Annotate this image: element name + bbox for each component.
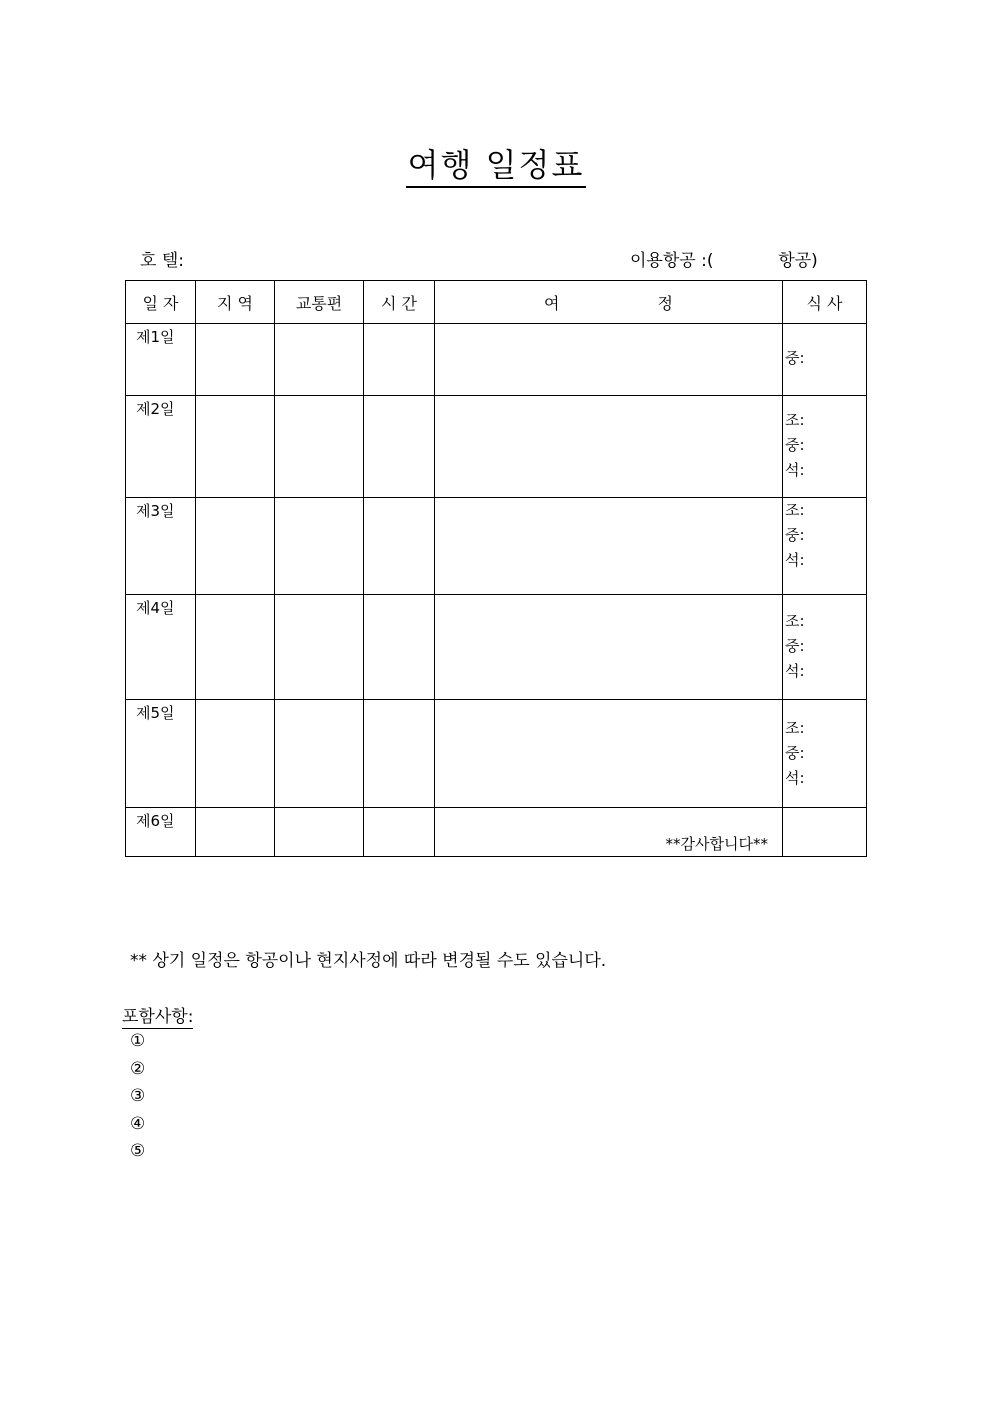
date-cell bbox=[126, 595, 196, 700]
header-transport: 교통편 bbox=[275, 281, 364, 324]
meal-dinner: 석: bbox=[785, 769, 805, 787]
day-label: 제3일 bbox=[136, 502, 175, 520]
meal-breakfast: 조: bbox=[785, 501, 805, 519]
region-cell bbox=[196, 700, 275, 808]
page-title bbox=[0, 140, 992, 186]
inclusion-item: ① bbox=[130, 1031, 146, 1051]
date-cell bbox=[126, 324, 196, 396]
meal-breakfast: 조: bbox=[785, 612, 805, 630]
time-cell bbox=[364, 808, 435, 857]
day-label: 제6일 bbox=[136, 812, 175, 830]
time-cell bbox=[364, 396, 435, 498]
transport-cell bbox=[275, 700, 364, 808]
schedule-table bbox=[125, 280, 867, 857]
header-meals: 식 사 bbox=[783, 281, 867, 324]
day-row bbox=[126, 324, 867, 396]
meal-lunch: 중: bbox=[785, 436, 805, 454]
day-label: 제2일 bbox=[136, 400, 175, 418]
meal-breakfast: 조: bbox=[785, 411, 805, 429]
region-cell bbox=[196, 595, 275, 700]
transport-cell bbox=[275, 396, 364, 498]
header-itinerary-a: 여 bbox=[544, 293, 560, 313]
date-cell bbox=[126, 396, 196, 498]
header-date: 일 자 bbox=[126, 281, 196, 324]
day-row bbox=[126, 396, 867, 498]
meals-cell bbox=[783, 700, 867, 808]
inclusion-item: ③ bbox=[130, 1086, 146, 1106]
airline-label: 이용항공 :( 항공) bbox=[630, 251, 818, 271]
title-text: 여행 일정표 bbox=[406, 146, 587, 188]
meals-cell bbox=[783, 498, 867, 595]
meals-cell bbox=[783, 595, 867, 700]
date-cell bbox=[126, 808, 196, 857]
meal-lunch: 중: bbox=[785, 744, 805, 762]
day-label: 제4일 bbox=[136, 599, 175, 617]
schedule-notice: ** 상기 일정은 항공이나 현지사정에 따라 변경될 수도 있습니다. bbox=[130, 951, 607, 971]
meals-cell bbox=[783, 808, 867, 857]
inclusion-item: ④ bbox=[130, 1113, 146, 1134]
date-cell bbox=[126, 498, 196, 595]
transport-cell bbox=[275, 324, 364, 396]
itinerary-cell bbox=[435, 396, 783, 498]
time-cell bbox=[364, 595, 435, 700]
itinerary-cell bbox=[435, 700, 783, 808]
time-cell bbox=[364, 498, 435, 595]
inclusions-list bbox=[130, 1030, 145, 1168]
region-cell bbox=[196, 396, 275, 498]
meals-cell bbox=[783, 396, 867, 498]
inclusion-item: ② bbox=[130, 1058, 146, 1079]
header-region: 지 역 bbox=[196, 281, 275, 324]
time-cell bbox=[364, 700, 435, 808]
transport-cell bbox=[275, 498, 364, 595]
transport-cell bbox=[275, 808, 364, 857]
day-row bbox=[126, 498, 867, 595]
day-row bbox=[126, 700, 867, 808]
day-label: 제1일 bbox=[136, 328, 175, 346]
meal-dinner: 석: bbox=[785, 662, 805, 680]
meal-lunch: 중: bbox=[785, 526, 805, 544]
day-row bbox=[126, 595, 867, 700]
inclusion-item: ⑤ bbox=[130, 1141, 146, 1161]
meal-dinner: 석: bbox=[785, 461, 805, 479]
day-label: 제5일 bbox=[136, 704, 175, 722]
region-cell bbox=[196, 808, 275, 857]
itinerary-cell bbox=[435, 498, 783, 595]
header-itinerary bbox=[435, 281, 783, 324]
header-row bbox=[126, 281, 867, 324]
itinerary-cell bbox=[435, 324, 783, 396]
transport-cell bbox=[275, 595, 364, 700]
meal-breakfast: 조: bbox=[785, 719, 805, 737]
meal-lunch: 중: bbox=[785, 349, 805, 367]
day-row bbox=[126, 808, 867, 857]
hotel-label: 호 텔: bbox=[140, 251, 184, 271]
itinerary-cell bbox=[435, 808, 783, 857]
meals-cell bbox=[783, 324, 867, 396]
time-cell bbox=[364, 324, 435, 396]
itinerary-cell bbox=[435, 595, 783, 700]
header-itinerary-b: 정 bbox=[657, 293, 673, 313]
date-cell bbox=[126, 700, 196, 808]
region-cell bbox=[196, 498, 275, 595]
meal-lunch: 중: bbox=[785, 637, 805, 655]
region-cell bbox=[196, 324, 275, 396]
thanks-text: **감사합니다** bbox=[665, 835, 768, 853]
meal-dinner: 석: bbox=[785, 551, 805, 569]
header-time: 시 간 bbox=[364, 281, 435, 324]
inclusions-title: 포함사항: bbox=[122, 1002, 193, 1029]
